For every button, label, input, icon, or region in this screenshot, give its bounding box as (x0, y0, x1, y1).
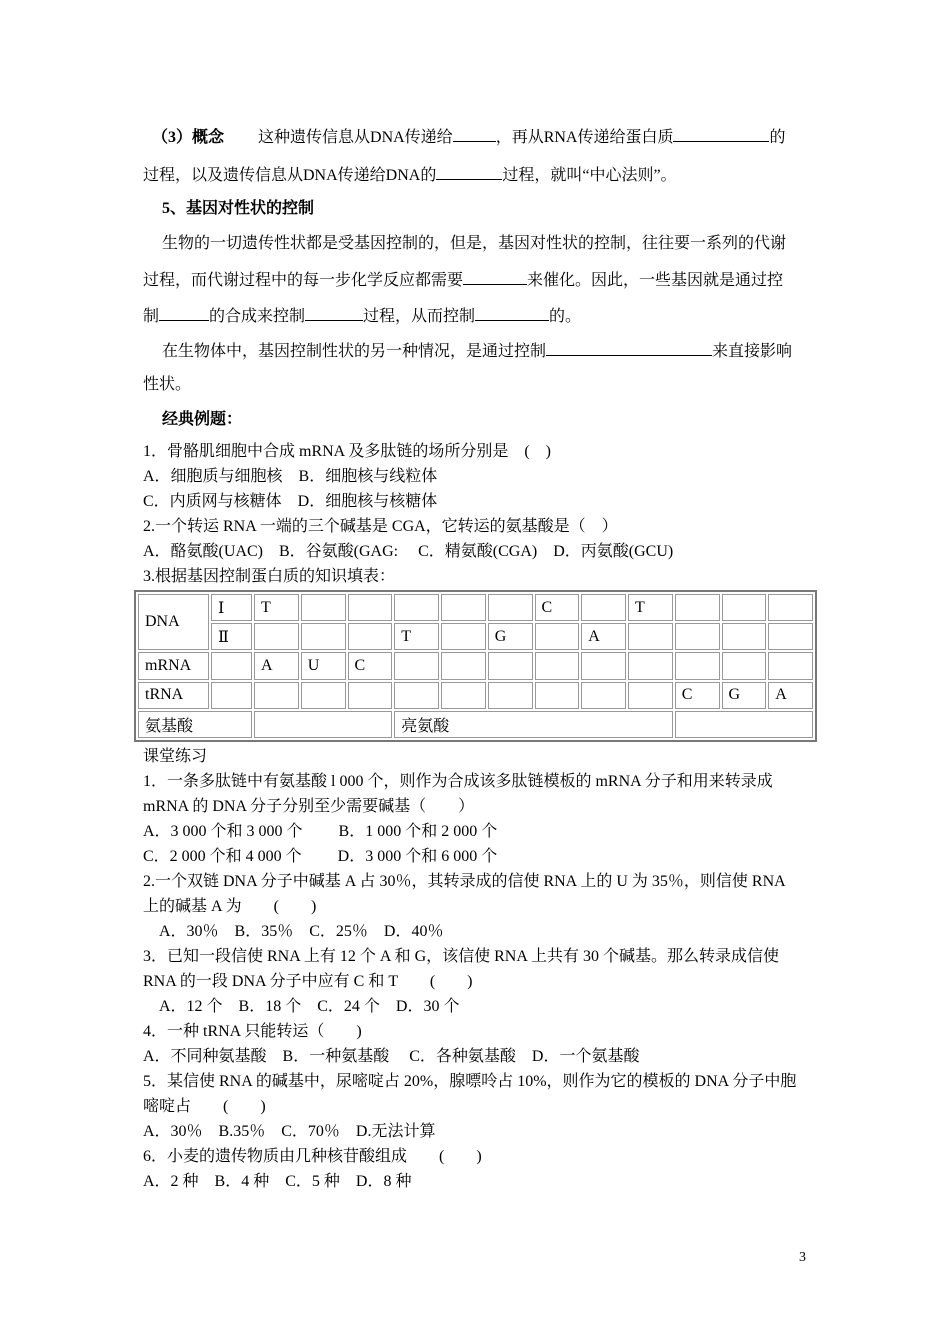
text: 过程，而代谢过程中的每一步化学反应都需要 (143, 272, 464, 289)
table-cell[interactable] (722, 594, 767, 621)
question-2-options: A．酪氨酸(UAC) B．谷氨酸(GAG: C．精氨酸(CGA) D．丙氨酸(GCU) (143, 543, 674, 560)
table-cell[interactable] (535, 623, 580, 650)
paragraph-line (143, 267, 783, 293)
table-cell[interactable] (581, 594, 626, 621)
blank[interactable] (159, 303, 209, 321)
practice-question-1-options-ab: A．3 000 个和 3 000 个 B．1 000 个和 2 000 个 (143, 823, 498, 840)
table-cell[interactable] (254, 711, 392, 738)
practice-question-3-options: A．12 个 B．18 个 C．24 个 D．30 个 (143, 998, 460, 1015)
blank[interactable] (453, 124, 496, 142)
table-row (138, 594, 813, 621)
strand-label: Ⅰ (211, 594, 252, 621)
table-cell[interactable]: T (254, 594, 299, 621)
practice-question-4: 4．一种 tRNA 只能转运（ ) (143, 1023, 362, 1040)
practice-question-2-options: A．30％ B．35％ C．25％ D．40％ (143, 923, 444, 940)
practice-question-1-options-cd: C．2 000 个和 4 000 个 D．3 000 个和 6 000 个 (143, 848, 498, 865)
table-cell[interactable] (628, 652, 673, 679)
table-cell[interactable]: 亮氨酸 (394, 711, 673, 738)
practice-question-6: 6．小麦的遗传物质由几种核苷酸组成 ( ) (143, 1148, 482, 1165)
practice-question-1: 1．一条多肽链中有氨基酸 l 000 个，则作为合成该多肽链模板的 mRNA 分子和用来转录成 (143, 773, 773, 790)
table-row (138, 711, 813, 738)
table-cell[interactable] (348, 594, 393, 621)
table-cell[interactable] (675, 594, 720, 621)
table-cell[interactable] (628, 682, 673, 709)
table-cell[interactable]: C (675, 682, 720, 709)
table-cell[interactable] (628, 623, 673, 650)
table-cell[interactable] (675, 711, 813, 738)
table-cell[interactable]: T (628, 594, 673, 621)
table-cell[interactable] (394, 682, 439, 709)
table-cell[interactable]: G (488, 623, 533, 650)
table-cell[interactable] (722, 623, 767, 650)
table-cell[interactable] (488, 652, 533, 679)
text: 在生物体中，基因控制性状的另一种情况，是通过控制 (162, 343, 547, 360)
practice-question-4-options: A．不同种氨基酸 B．一种氨基酸 C．各种氨基酸 D．一个氨基酸 (143, 1048, 640, 1065)
blank[interactable] (436, 162, 502, 180)
practice-question-2: 2.一个双链 DNA 分子中碱基 A 占 30％，其转录成的信使 RNA 上的 U 为 35％，则信使 RNA (143, 873, 786, 890)
concept-text-a: 这种遗传信息从DNA传递给 (258, 129, 453, 146)
table-cell[interactable] (254, 623, 299, 650)
table-row (138, 623, 813, 650)
table-cell[interactable] (441, 594, 486, 621)
table-cell[interactable] (488, 594, 533, 621)
text: 的合成来控制 (209, 308, 306, 325)
table-cell[interactable] (535, 652, 580, 679)
row-label-amino-acid: 氨基酸 (138, 711, 252, 738)
examples-heading: 经典例题： (162, 411, 243, 428)
table-cell[interactable]: U (301, 652, 346, 679)
concept-line-1 (152, 124, 786, 150)
concept-text-e: 过程，就叫“中心法则”。 (502, 167, 677, 184)
practice-question-2-cont: 上的碱基 A 为 ( ) (143, 898, 317, 915)
paragraph-line: 性状。 (143, 376, 192, 393)
table-cell[interactable] (254, 682, 299, 709)
text: 来催化。因此，一些基因就是通过控 (527, 272, 784, 289)
table-cell[interactable] (488, 682, 533, 709)
table-cell[interactable] (441, 623, 486, 650)
table-cell (211, 652, 252, 679)
section-5-heading: 5、基因对性状的控制 (162, 200, 315, 217)
table-cell[interactable] (768, 652, 813, 679)
table-cell[interactable] (581, 652, 626, 679)
concept-text-b: ，再从RNA传递给蛋白质 (495, 129, 674, 146)
table-cell[interactable] (768, 594, 813, 621)
strand-label: Ⅱ (211, 623, 252, 650)
blank[interactable] (673, 124, 769, 142)
practice-question-6-options: A．2 种 B．4 种 C．5 种 D．8 种 (143, 1173, 412, 1190)
practice-question-3-cont: RNA 的一段 DNA 分子中应有 C 和 T ( ) (143, 973, 473, 990)
table-cell[interactable] (394, 652, 439, 679)
table-row (138, 652, 813, 679)
table-cell[interactable]: A (254, 652, 299, 679)
practice-question-5-options: A．30％ B.35％ C．70％ D.无法计算 (143, 1123, 436, 1140)
concept-label: （3）概念 (152, 129, 225, 146)
table-cell[interactable] (768, 623, 813, 650)
table-cell[interactable]: A (581, 623, 626, 650)
concept-text-d: 过程，以及遗传信息从DNA传递给DNA的 (143, 167, 437, 184)
question-2: 2.一个转运 RNA 一端的三个碱基是 CGA，它转运的氨基酸是（ ） (143, 518, 618, 535)
table-cell[interactable] (441, 682, 486, 709)
paragraph-line (162, 338, 792, 364)
text: 的。 (549, 308, 582, 325)
table-cell[interactable] (675, 652, 720, 679)
paragraph-line: 生物的一切遗传性状都是受基因控制的，但是，基因对性状的控制，往往要一系列的代谢 (162, 235, 787, 252)
question-1-options-cd: C．内质网与核糖体 D．细胞核与核糖体 (143, 493, 438, 510)
table-cell (211, 682, 252, 709)
text: 过程，从而控制 (363, 308, 476, 325)
practice-question-5: 5．某信使 RNA 的碱基中，尿嘧啶占 20%，腺嘌呤占 10%，则作为它的模板的 DNA 分子中胞 (143, 1073, 797, 1090)
row-label-trna: tRNA (138, 682, 209, 709)
table-cell[interactable]: A (768, 682, 813, 709)
blank[interactable] (546, 338, 712, 356)
question-1: 1．骨骼肌细胞中合成 mRNA 及多肽链的场所分别是 ( ) (143, 443, 552, 460)
table-cell[interactable] (301, 594, 346, 621)
table-row (138, 682, 813, 709)
table-cell[interactable] (675, 623, 720, 650)
table-cell[interactable] (535, 682, 580, 709)
table-cell[interactable]: G (722, 682, 767, 709)
page-number: 3 (799, 1250, 806, 1265)
blank[interactable] (475, 303, 549, 321)
table-cell[interactable] (348, 682, 393, 709)
practice-question-1-cont: mRNA 的 DNA 分子分别至少需要碱基（ ） (143, 798, 475, 815)
paragraph-line (143, 303, 581, 329)
concept-text-c: 的 (769, 129, 786, 146)
question-1-options-ab: A．细胞质与细胞核 B．细胞核与线粒体 (143, 468, 438, 485)
concept-line-2 (143, 162, 677, 188)
practice-question-3: 3．已知一段信使 RNA 上有 12 个 A 和 G，该信使 RNA 上共有 30 个碱基。那么转录成信使 (143, 948, 780, 965)
table-cell[interactable] (581, 682, 626, 709)
question-3: 3.根据基因控制蛋白质的知识填表： (143, 568, 396, 585)
practice-heading: 课堂练习 (143, 748, 208, 765)
table-cell[interactable] (348, 623, 393, 650)
blank[interactable] (305, 303, 363, 321)
row-label-mrna: mRNA (138, 652, 209, 679)
gene-expression-table (134, 590, 817, 742)
row-label-dna: DNA (138, 594, 209, 650)
table-cell[interactable]: C (348, 652, 393, 679)
table-cell[interactable]: T (394, 623, 439, 650)
practice-question-5-cont: 嘧啶占 ( ) (143, 1098, 266, 1115)
table-cell[interactable] (301, 623, 346, 650)
table-cell[interactable] (301, 682, 346, 709)
text: 来直接影响 (712, 343, 793, 360)
table-cell[interactable]: C (535, 594, 580, 621)
table-cell[interactable] (722, 652, 767, 679)
text: 制 (143, 308, 160, 325)
table-cell[interactable] (394, 594, 439, 621)
blank[interactable] (463, 267, 527, 285)
table-cell[interactable] (441, 652, 486, 679)
